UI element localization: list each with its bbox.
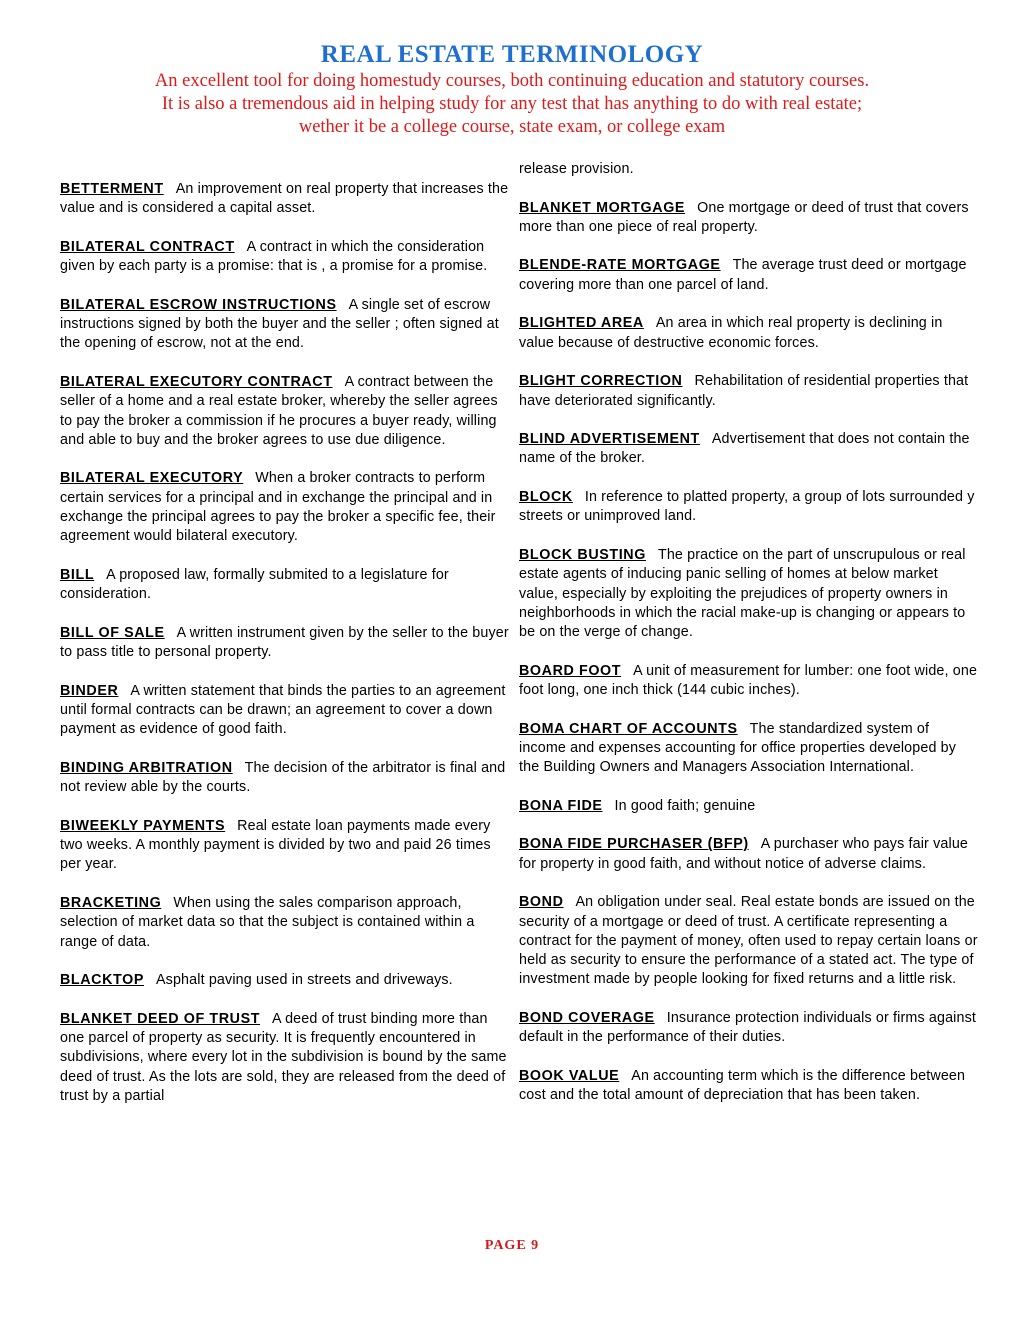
page-header [0, 40, 1024, 139]
entry-definition: Real estate loan payments made every two weeks. A monthly payment is divided by two and paid 26 times per year. [60, 817, 491, 873]
entry-definition: Asphalt paving used in streets and driveways. [155, 972, 453, 989]
glossary-entry [519, 314, 979, 353]
subtitle-line: An excellent tool for doing homestudy courses, both continuing education and statutory courses. [154, 71, 870, 91]
glossary-entry [60, 624, 512, 663]
entry-term: BLENDE-RATE MORTGAGE [519, 257, 721, 274]
subtitle-line: It is also a tremendous aid in helping study for any test that has anything to do with real estate; [161, 94, 863, 114]
glossary-entry [519, 1067, 979, 1106]
entry-term: BOMA CHART OF ACCOUNTS [519, 720, 738, 737]
entry-definition: The decision of the arbitrator is final and not review able by the courts. [60, 759, 506, 796]
entry-definition: An accounting term which is the difference between cost and the total amount of depreciation that has been taken. [519, 1067, 966, 1104]
glossary-entry [60, 180, 512, 219]
entry-definition: The standardized system of income and expenses accounting for office properties developed by the Building Owners and Managers Association International. [519, 720, 957, 776]
glossary-entry [60, 373, 512, 450]
glossary-entry [519, 662, 979, 701]
glossary-entry [519, 372, 979, 411]
entry-definition: A contract in which the consideration given by each party is a promise: that is , a promise for a promise. [60, 238, 488, 275]
entry-definition: A contract between the seller of a home and a real estate broker, whereby the seller agrees to pay the broker a commission if he procures a buyer ready, willing and able to buy and the broker agrees to use due diligence. [60, 373, 498, 448]
glossary-entry [519, 797, 979, 816]
glossary-entry [519, 488, 979, 527]
glossary-entry [60, 296, 512, 354]
entry-term: BRACKETING [60, 894, 162, 911]
entry-definition: A unit of measurement for lumber: one foot wide, one foot long, one inch thick (144 cubic inches). [519, 662, 978, 699]
entry-definition: In good faith; genuine [614, 797, 756, 814]
entry-term: BINDING ARBITRATION [60, 759, 233, 776]
entry-term: BONA FIDE [519, 797, 603, 814]
entry-term: BLACKTOP [60, 972, 144, 989]
entry-term: BLANKET MORTGAGE [519, 199, 686, 216]
glossary-entry [519, 835, 979, 874]
entry-term: BLANKET DEED OF TRUST [60, 1010, 261, 1027]
entry-definition: A proposed law, formally submited to a legislature for consideration. [60, 566, 449, 603]
entry-term: BILL [60, 566, 95, 583]
entry-definition: A purchaser who pays fair value for property in good faith, and without notice of adverse claims. [519, 836, 969, 872]
entry-term: BILATERAL EXECUTORY CONTRACT [60, 373, 333, 390]
glossary-entry [60, 1010, 512, 1106]
entry-definition: In reference to platted property, a group of lots surrounded y streets or unimproved land. [519, 489, 975, 525]
glossary-entry [519, 256, 979, 295]
entry-definition: Advertisement that does not contain the name of the broker. [519, 431, 970, 467]
entry-term: BLIGHTED AREA [519, 315, 644, 332]
entry-definition: An improvement on real property that increases the value and is considered a capital asset. [60, 181, 509, 217]
glossary-entry [60, 238, 512, 277]
entry-term: BOND COVERAGE [519, 1010, 655, 1027]
continuation-text: release provision. [519, 161, 634, 177]
glossary-entry [519, 720, 979, 778]
entry-term: BILL OF SALE [60, 624, 165, 641]
left-column [60, 180, 512, 1126]
glossary-entry [60, 566, 512, 605]
entry-definition: The average trust deed or mortgage covering more than one parcel of land. [519, 257, 967, 293]
right-column [519, 160, 979, 1125]
entry-term: BOOK VALUE [519, 1067, 620, 1084]
subtitle-line: wether it be a college course, state exam, or college exam [298, 117, 726, 137]
page-number: PAGE 9 [484, 1238, 540, 1253]
glossary-entry [519, 1009, 979, 1048]
entry-definition: When using the sales comparison approach, selection of market data so that the subject is contained within a range of data. [60, 894, 475, 950]
entry-definition: A single set of escrow instructions signed by both the buyer and the seller ; often signed at the opening of escrow, not at the end. [60, 296, 499, 352]
glossary-entry [519, 199, 979, 238]
glossary-entry [519, 893, 979, 989]
entry-term: BLOCK BUSTING [519, 546, 646, 563]
entry-definition: The practice on the part of unscrupulous or real estate agents of inducing panic selling of homes at below market value, especially by exploiting the prejudices of property owners in neighborhoods in which the racial make-up is changing or appears to be on the verge of change. [519, 546, 966, 641]
glossary-entry [60, 469, 512, 546]
page-title: REAL ESTATE TERMINOLOGY [320, 41, 704, 68]
entry-definition: An area in which real property is declining in value because of destructive economic forces. [519, 315, 943, 351]
glossary-entry [60, 682, 512, 740]
glossary-entry [60, 817, 512, 875]
entry-term: BILATERAL CONTRACT [60, 238, 235, 255]
entry-term: BLIND ADVERTISEMENT [519, 431, 700, 448]
entry-term: BLIGHT CORRECTION [519, 373, 683, 390]
entry-term: BLOCK [519, 489, 573, 506]
entry-definition: A written statement that binds the parties to an agreement until formal contracts can be drawn; an agreement to cover a down payment as evidence of good faith. [60, 682, 506, 738]
entry-definition: A deed of trust binding more than one parcel of property as security. It is frequently encountered in subdivisions, where every lot in the subdivision is bound by the same deed of trust. As the lots are sold, they are released from the deed of trust by a partial [60, 1010, 507, 1104]
glossary-entry [60, 759, 512, 798]
glossary-entry [60, 894, 512, 952]
entry-term: BETTERMENT [60, 181, 164, 197]
entry-term: BILATERAL ESCROW INSTRUCTIONS [60, 296, 337, 313]
glossary-entry [519, 546, 979, 642]
entry-definition: Insurance protection individuals or firms against default in the performance of their duties. [519, 1010, 977, 1046]
entry-term: BIWEEKLY PAYMENTS [60, 817, 226, 834]
entry-definition: An obligation under seal. Real estate bonds are issued on the security of a mortgage or deed of trust. A certificate representing a contract for the payment of money, often used to repay certain loans or held as security to ensure the performance of a stated act. The type of investment made by people looking for fixed returns and a little risk. [519, 894, 978, 988]
entry-term: BOND [519, 894, 564, 911]
entry-term: BOARD FOOT [519, 662, 622, 679]
entry-definition: One mortgage or deed of trust that covers more than one piece of real property. [519, 199, 969, 235]
entry-term: BINDER [60, 682, 119, 699]
entry-term: BONA FIDE PURCHASER (BFP) [519, 836, 749, 853]
glossary-entry [519, 430, 979, 469]
entry-definition: When a broker contracts to perform certain services for a principal and in exchange the principal and in exchange the principal agrees to pay the broker a specific fee, their agreement would bilateral executory. [60, 470, 496, 545]
entry-definition: Rehabilitation of residential properties that have deteriorated significantly. [519, 373, 969, 409]
entry-term: BILATERAL EXECUTORY [60, 470, 244, 487]
entry-definition: A written instrument given by the seller to the buyer to pass title to personal property. [60, 624, 509, 661]
glossary-entry [60, 971, 512, 990]
